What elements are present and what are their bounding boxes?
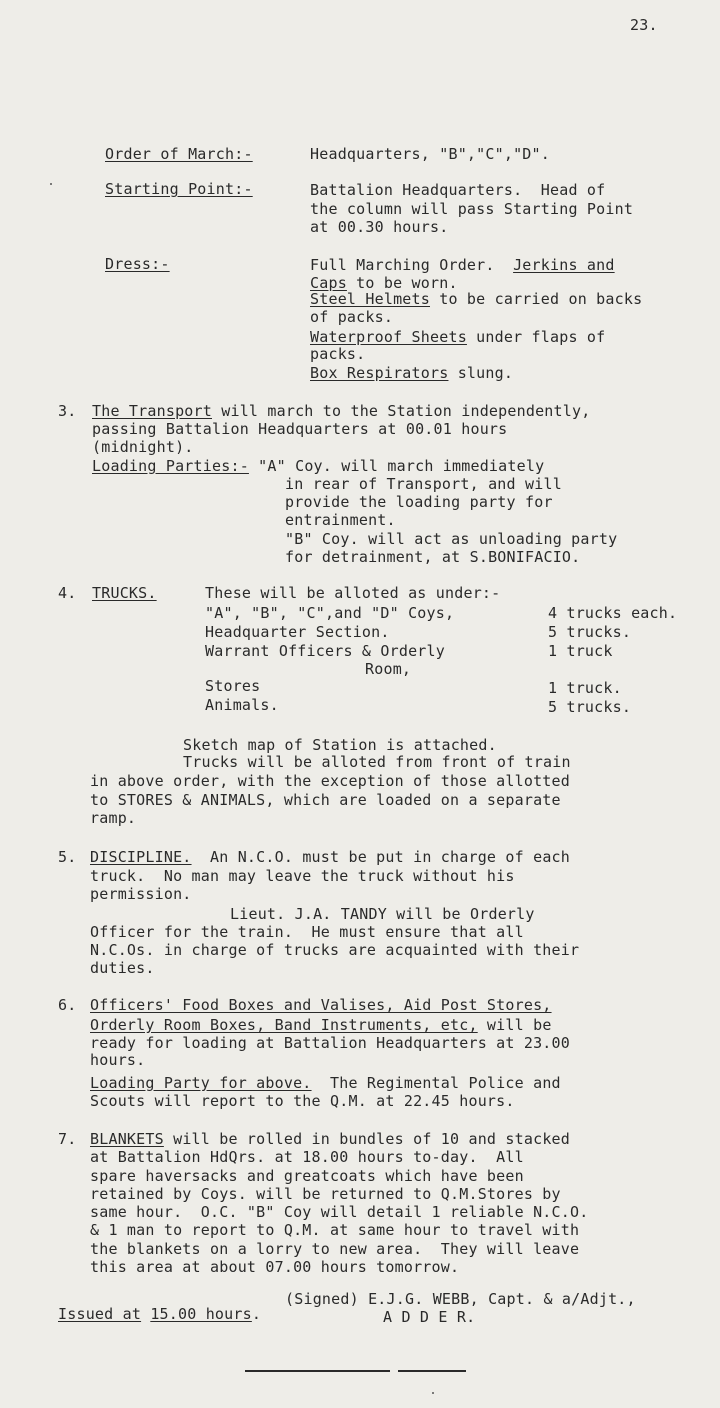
- truck-allotment-count: 1 truck: [548, 642, 613, 660]
- section-7-line: & 1 man to report to Q.M. at same hour to travel with: [90, 1221, 580, 1239]
- section-7-line: this area at about 07.00 hours tomorrow.: [90, 1258, 460, 1276]
- dress-line-2: Caps to be worn.: [310, 274, 458, 292]
- starting-point-line: the column will pass Starting Point: [310, 200, 634, 218]
- dress-line-7: Box Respirators slung.: [310, 364, 514, 382]
- section-5-number: 5.: [58, 848, 77, 866]
- dress-line-6: packs.: [310, 345, 366, 363]
- truck-allotment-count: 1 truck.: [548, 679, 622, 697]
- section-6-last-line: Scouts will report to the Q.M. at 22.45 hours.: [90, 1092, 515, 1110]
- signature-signed: (Signed) E.J.G. WEBB, Capt. & a/Adjt.,: [285, 1290, 636, 1308]
- order-of-march-text: Headquarters, "B","C","D".: [310, 145, 550, 163]
- paper-speck: [50, 183, 52, 185]
- section-6-line: hours.: [90, 1051, 146, 1069]
- truck-allotment-count: 4 trucks each.: [548, 604, 678, 622]
- section-7-number: 7.: [58, 1130, 77, 1148]
- loading-parties-detail: "B" Coy. will act as unloading party: [285, 530, 618, 548]
- truck-allotment-item: Room,: [365, 660, 412, 678]
- dress-label: Dress:-: [105, 255, 170, 273]
- sketch-map-note: Sketch map of Station is attached.: [183, 736, 497, 754]
- section-3-line-2: passing Battalion Headquarters at 00.01 hours: [92, 420, 508, 438]
- section-6-title-line-2: Orderly Room Boxes, Band Instruments, etc, will be: [90, 1016, 552, 1034]
- truck-allotment-item: "A", "B", "C",and "D" Coys,: [205, 604, 455, 622]
- section-7-line-1: BLANKETS will be rolled in bundles of 10 and stacked: [90, 1130, 571, 1148]
- issued-at: Issued at 15.00 hours.: [58, 1305, 262, 1323]
- trucks-para-line: in above order, with the exception of those allotted: [90, 772, 570, 790]
- loading-parties-detail: provide the loading party for: [285, 493, 553, 511]
- starting-point-label: Starting Point:-: [105, 180, 253, 198]
- section-4-number: 4.: [58, 584, 77, 602]
- dress-line-1: Full Marching Order. Jerkins and: [310, 256, 615, 274]
- truck-allotment-item: Warrant Officers & Orderly: [205, 642, 445, 660]
- section-6-title-line-1: Officers' Food Boxes and Valises, Aid Post Stores,: [90, 996, 552, 1014]
- section-7-line: spare haversacks and greatcoats which have been: [90, 1167, 524, 1185]
- section-5-para2: Lieut. J.A. TANDY will be Orderly: [230, 905, 535, 923]
- section-5-para2: duties.: [90, 959, 155, 977]
- truck-allotment-item: Stores: [205, 677, 261, 695]
- trucks-para-line: Trucks will be alloted from front of train: [183, 753, 571, 771]
- section-6-number: 6.: [58, 996, 77, 1014]
- dress-line-3: Steel Helmets to be carried on backs: [310, 290, 643, 308]
- truck-allotment-item: Headquarter Section.: [205, 623, 390, 641]
- section-7-line: at Battalion HdQrs. at 18.00 hours to-day. All: [90, 1148, 524, 1166]
- loading-parties-detail: in rear of Transport, and will: [285, 475, 562, 493]
- truck-allotment-count: 5 trucks.: [548, 623, 632, 641]
- section-3-number: 3.: [58, 402, 77, 420]
- section-3-line-3: (midnight).: [92, 438, 194, 456]
- section-7-line: same hour. O.C. "B" Coy will detail 1 reliable N.C.O.: [90, 1203, 589, 1221]
- loading-parties-detail: for detrainment, at S.BONIFACIO.: [285, 548, 581, 566]
- section-3-line-1: The Transport will march to the Station independently,: [92, 402, 591, 420]
- paper-speck: [432, 1392, 434, 1394]
- section-5-para2: Officer for the train. He must ensure that all: [90, 923, 524, 941]
- starting-point-line: at 00.30 hours.: [310, 218, 449, 236]
- loading-parties-line: Loading Parties:- "A" Coy. will march immediately: [92, 457, 545, 475]
- section-5-line: truck. No man may leave the truck without his: [90, 867, 515, 885]
- truck-allotment-item: Animals.: [205, 696, 279, 714]
- section-7-line: the blankets on a lorry to new area. They will leave: [90, 1240, 580, 1258]
- starting-point-line: Battalion Headquarters. Head of: [310, 181, 606, 199]
- section-6-line: ready for loading at Battalion Headquarters at 23.00: [90, 1034, 570, 1052]
- section-7-line: retained by Coys. will be returned to Q.M.Stores by: [90, 1185, 561, 1203]
- page-number: 23.: [630, 16, 658, 34]
- dress-line-5: Waterproof Sheets under flaps of: [310, 328, 606, 346]
- section-5-para2: N.C.Os. in charge of trucks are acquainted with their: [90, 941, 580, 959]
- section-6-loading-line: Loading Party for above. The Regimental Police and: [90, 1074, 561, 1092]
- trucks-para-line: ramp.: [90, 809, 137, 827]
- section-4-title: TRUCKS.: [92, 584, 157, 602]
- section-5-line-1: DISCIPLINE. An N.C.O. must be put in charge of each: [90, 848, 571, 866]
- order-of-march-label: Order of March:-: [105, 145, 253, 163]
- dress-line-4: of packs.: [310, 308, 394, 326]
- section-5-line: permission.: [90, 885, 192, 903]
- trucks-para-line: to STORES & ANIMALS, which are loaded on a separate: [90, 791, 561, 809]
- signature-unit: A D D E R.: [383, 1308, 476, 1326]
- closing-rule: [398, 1370, 466, 1372]
- closing-rule: [245, 1370, 390, 1372]
- loading-parties-detail: entrainment.: [285, 511, 396, 529]
- truck-allotment-count: 5 trucks.: [548, 698, 632, 716]
- trucks-intro: These will be alloted as under:-: [205, 584, 501, 602]
